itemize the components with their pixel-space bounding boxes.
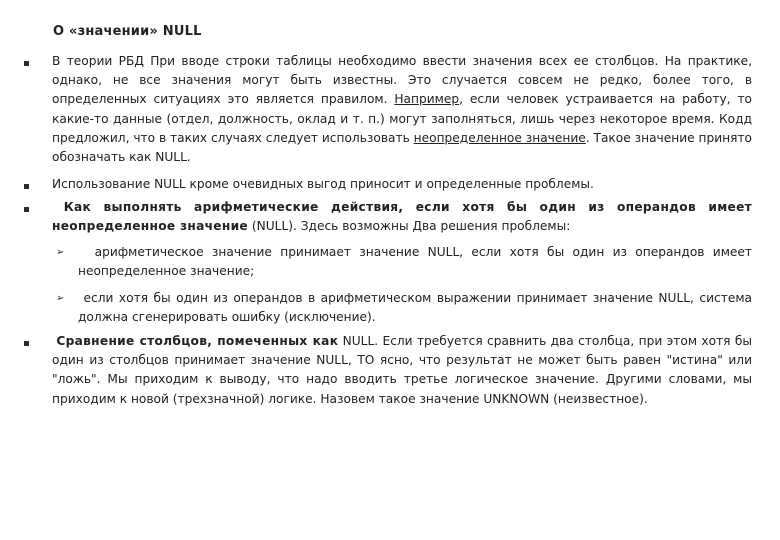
paragraph-null-usage: Использование NULL кроме очевидных выгод приносит и определенные проблемы. <box>52 177 594 191</box>
paragraph-theory <box>52 52 752 167</box>
text-fragment: арифметическое значение принимает значение NULL, если хотя бы один из операндов имеет неопределенное значение; <box>78 245 752 279</box>
paragraph-null-result <box>78 243 752 281</box>
paragraph-error <box>78 289 752 327</box>
bold-heading: Сравнение столбцов, помеченных как <box>56 334 339 348</box>
link-example[interactable]: Например <box>394 92 460 107</box>
arrow-bullet-icon: ➢ <box>56 247 65 258</box>
text-fragment: . Такое значение принято обозначать как NULL. <box>52 130 752 165</box>
square-bullet-icon <box>24 341 29 346</box>
bold-heading: Как выполнять арифметические действия, если хотя бы один из операндов имеет неопределенное значение <box>52 200 752 234</box>
square-bullet-icon <box>24 207 29 212</box>
paragraph-comparison <box>52 332 752 409</box>
text-fragment: (NULL). Здесь возможны Два решения проблемы: <box>247 219 571 234</box>
page-title: О «значении» NULL <box>53 24 202 39</box>
text-fragment: В теории РБД При вводе строки таблицы необходимо ввести значения всех ее столбцов. На практике, однако, не все значения могут быть известны. Это случается совсем не редко, более того, в определенных ситуациях это является правилом. <box>52 54 752 107</box>
link-undefined-value[interactable]: неопределенное значение <box>413 130 586 145</box>
arrow-bullet-icon: ➢ <box>56 293 65 304</box>
text-fragment: , если человек устраивается на работу, то какие-то данные (отдел, должность, оклад и т. п.) могут заполняться, лишь через некоторое время. Кодд предложил, что в таких случаях следует использовать <box>52 92 752 145</box>
square-bullet-icon <box>24 184 29 189</box>
paragraph-arithmetic <box>52 198 752 236</box>
text-fragment: если хотя бы один из операндов в арифметическом выражении принимает значение NULL, система должна сгенерировать ошибку (исключение). <box>78 291 753 325</box>
square-bullet-icon <box>24 61 29 66</box>
text-fragment: NULL. Если требуется сравнить два столбца, при этом хотя бы один из столбцов принимает значение NULL, ТО ясно, что результат не может быть равен "истина" или "ложь". Мы приходим к выводу, что надо вводить третье логическое значение. Другими словами, мы приходим к новой (трехзначной) логике. Назовем такое значение UNKNOWN (неизвестное). <box>52 334 753 406</box>
